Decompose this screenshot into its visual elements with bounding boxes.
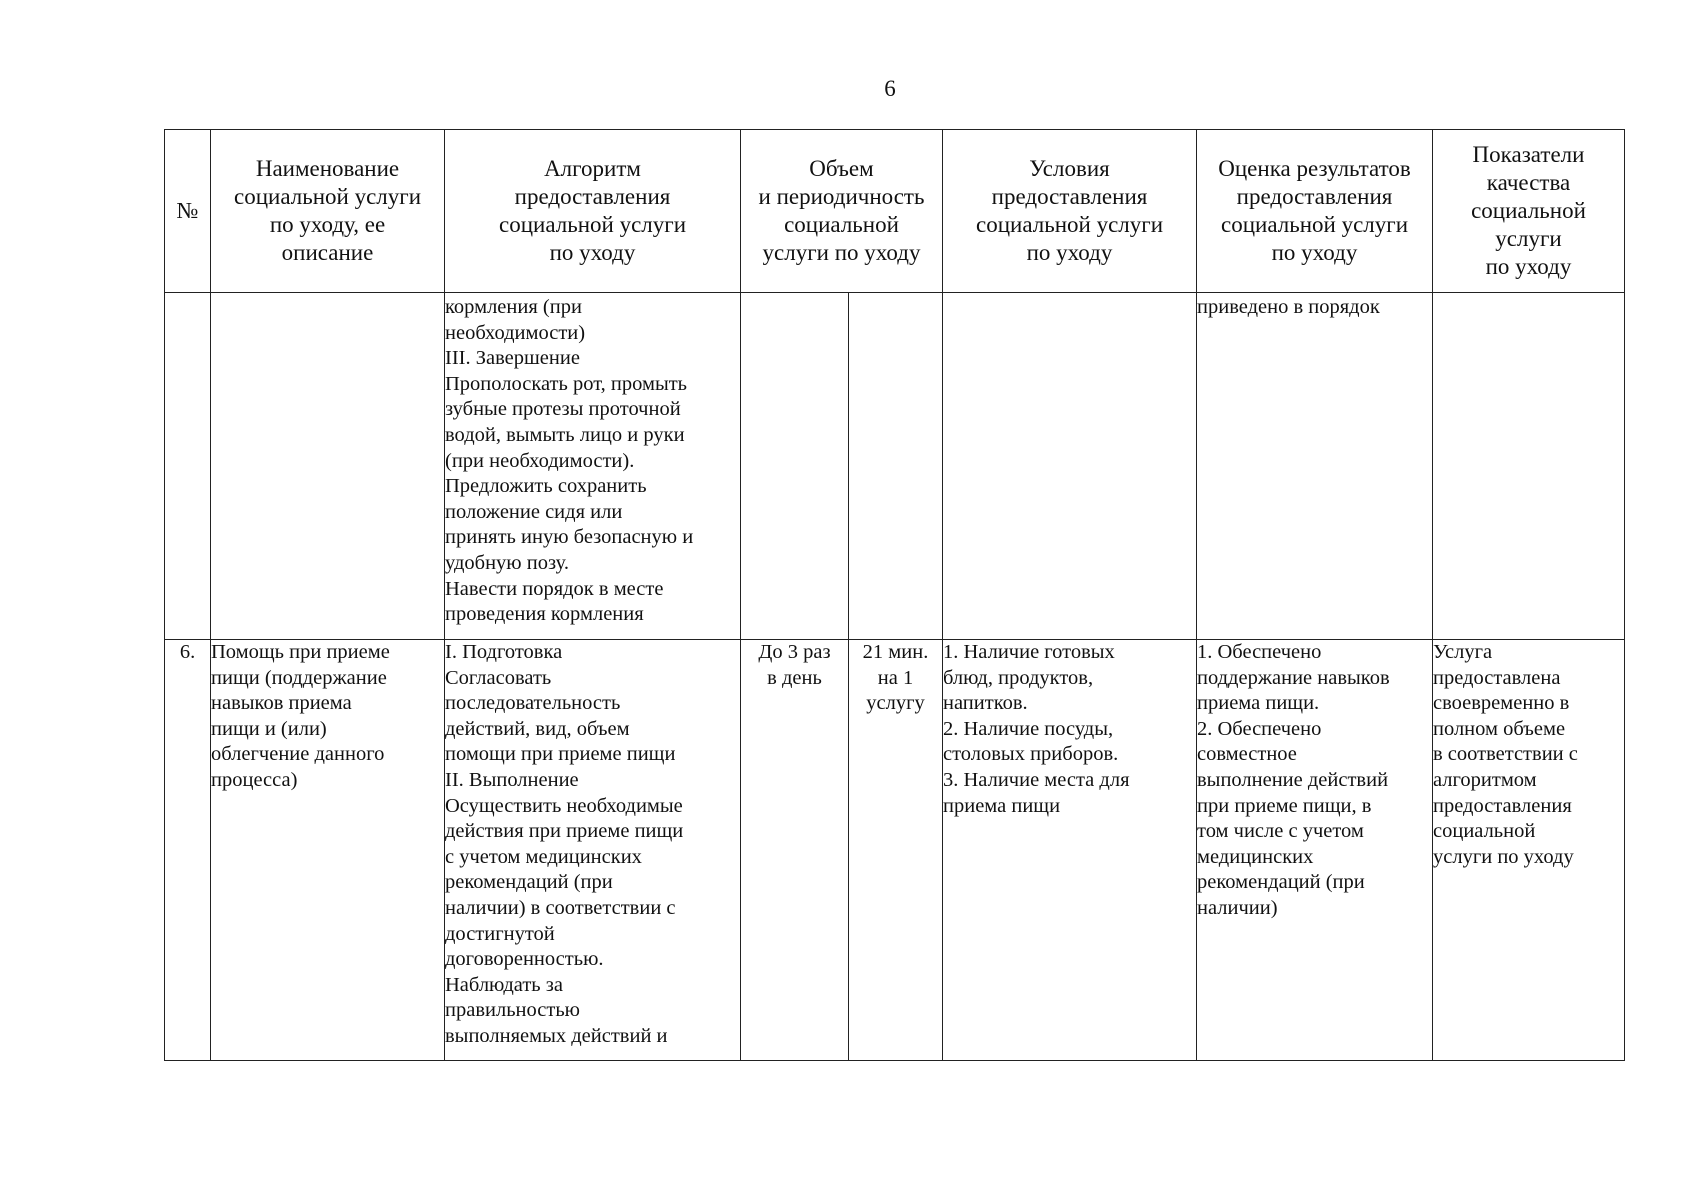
- cell-quality: Услуга предоставлена своевременно в полном объеме в соответствии с алгоритмом предоставления социальной услуги по уходу: [1433, 640, 1625, 1061]
- header-algorithm-text: Алгоритм предоставления социальной услуги по уходу: [499, 156, 686, 265]
- header-conditions-text: Условия предоставления социальной услуги по уходу: [976, 156, 1163, 265]
- cell-quality: [1433, 293, 1625, 640]
- services-table: [164, 129, 1625, 1061]
- header-conditions: [943, 130, 1197, 293]
- cell-algorithm: кормления (при необходимости) III. Завершение Прополоскать рот, промыть зубные протезы проточной водой, вымыть лицо и руки (при необходимости). Предложить сохранить положение сидя или принять иную безопасную и удобную позу. Навести порядок в месте проведения кормления: [445, 293, 741, 640]
- cell-number: [165, 293, 211, 640]
- header-quality: [1433, 130, 1625, 293]
- page-number: 6: [884, 76, 896, 101]
- cell-service-name: [211, 293, 445, 640]
- header-evaluation-text: Оценка результатов предоставления социальной услуги по уходу: [1218, 156, 1411, 265]
- cell-algorithm: I. Подготовка Согласовать последовательность действий, вид, объем помощи при приеме пищи II. Выполнение Осуществить необходимые действия при приеме пищи с учетом медицинских рекомендаций (при наличии) в соответствии с достигнутой договоренностью. Наблюдать за правильностью выполняемых действий и: [445, 640, 741, 1061]
- cell-service-name: Помощь при приеме пищи (поддержание навыков приема пищи и (или) облегчение данного процесса): [211, 640, 445, 1061]
- cell-evaluation: приведено в порядок: [1197, 293, 1433, 640]
- header-algorithm: [445, 130, 741, 293]
- header-quality-text: Показатели качества социальной услуги по уходу: [1471, 142, 1586, 279]
- table-row-continued: [165, 293, 1625, 640]
- table-header-row: [165, 130, 1625, 293]
- header-service-name-text: Наименование социальной услуги по уходу, ее описание: [234, 156, 421, 265]
- cell-number: 6.: [165, 640, 211, 1061]
- header-volume-text: Объем и периодичность социальной услуги по уходу: [758, 156, 925, 265]
- header-evaluation: [1197, 130, 1433, 293]
- cell-volume: [741, 293, 849, 640]
- cell-evaluation: 1. Обеспечено поддержание навыков приема пищи. 2. Обеспечено совместное выполнение действий при приеме пищи, в том числе с учетом медицинских рекомендаций (при наличии): [1197, 640, 1433, 1061]
- table-row-6: [165, 640, 1625, 1061]
- header-number: №: [165, 130, 211, 293]
- cell-volume: До 3 раз в день: [741, 640, 849, 1061]
- cell-periodicity: 21 мин. на 1 услугу: [849, 640, 943, 1061]
- cell-conditions: 1. Наличие готовых блюд, продуктов, напитков. 2. Наличие посуды, столовых приборов. 3. Наличие места для приема пищи: [943, 640, 1197, 1061]
- cell-periodicity: [849, 293, 943, 640]
- header-volume: [741, 130, 943, 293]
- header-service-name: [211, 130, 445, 293]
- cell-conditions: [943, 293, 1197, 640]
